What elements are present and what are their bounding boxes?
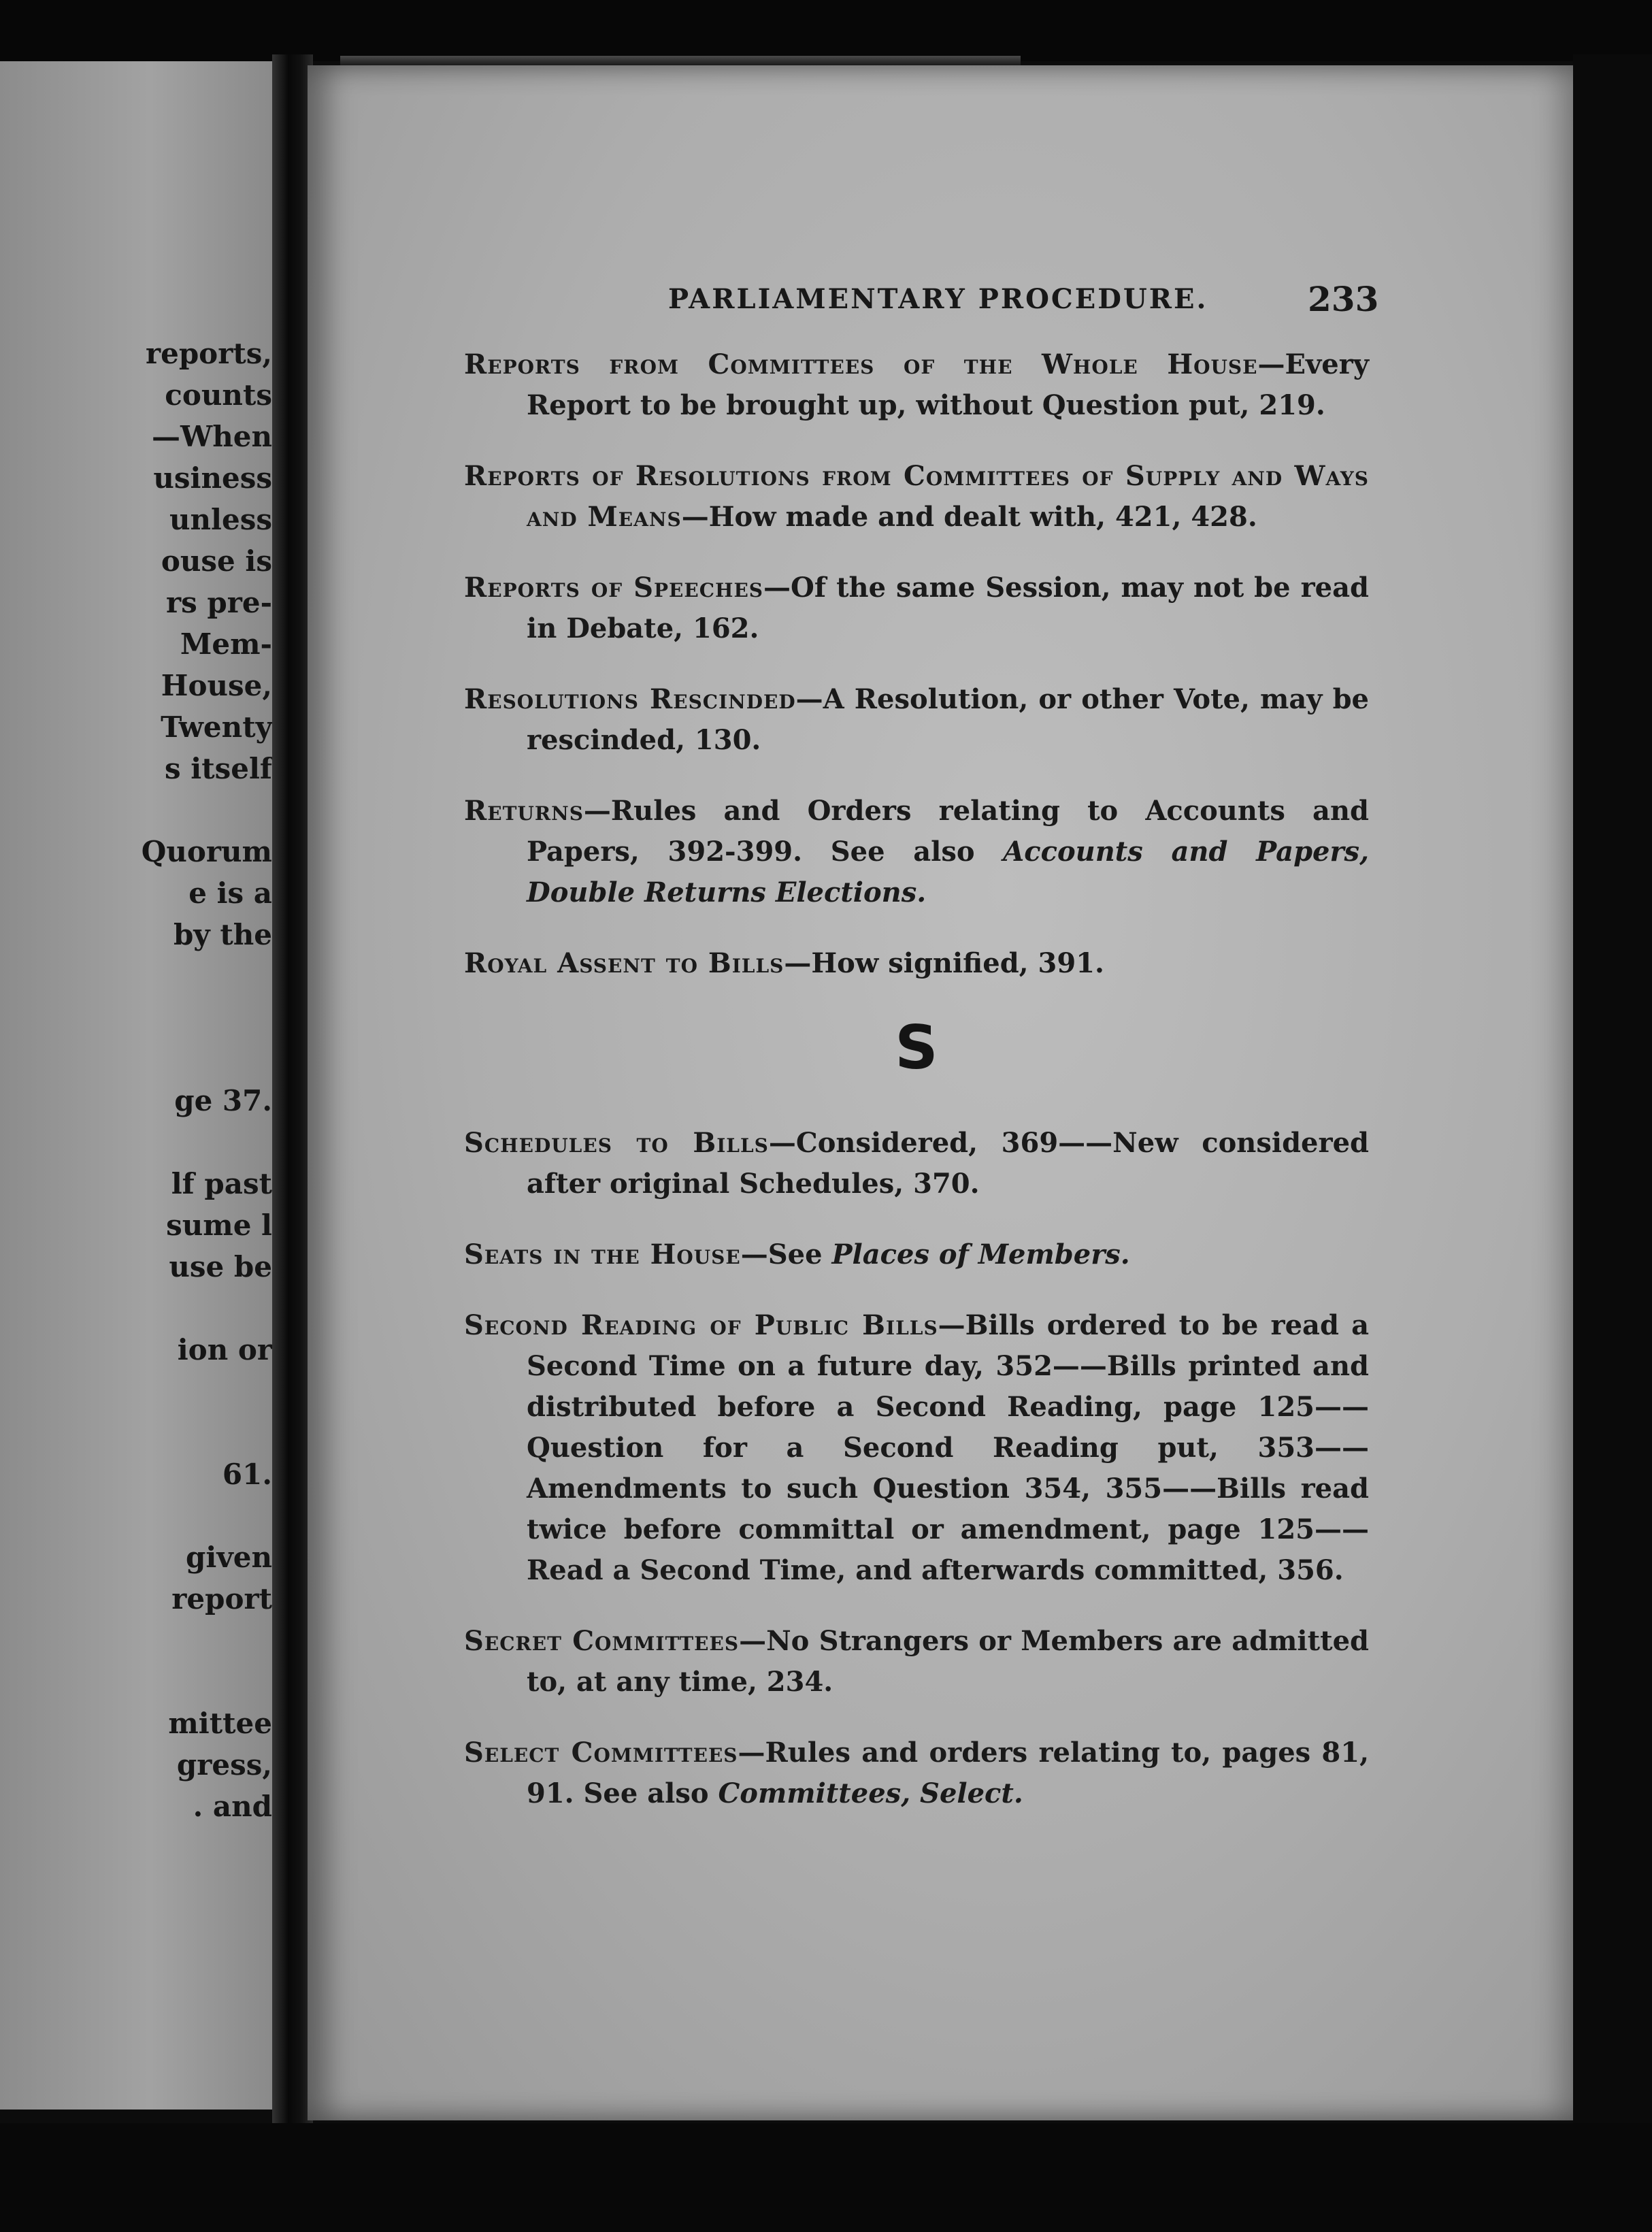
- entry-body: —Of the same Session, may not be read in Debate, 162.: [527, 572, 1369, 644]
- facing-page-text-fragment: counts: [165, 378, 272, 412]
- index-entry: [464, 1621, 1369, 1703]
- entry-body: —How signified, 391.: [784, 947, 1104, 979]
- entry-term: Secret Committees: [464, 1625, 740, 1657]
- entry-body: —How made and dealt with, 421, 428.: [681, 501, 1257, 533]
- entry-body: —Considered, 369——New considered after original Schedules, 370.: [527, 1127, 1369, 1200]
- entry-term: Reports of Speeches: [464, 572, 764, 604]
- facing-page-text-fragment: . and: [193, 1790, 272, 1823]
- entry-cross-reference: Committees, Select.: [718, 1777, 1023, 1809]
- entry-term: Schedules to Bills: [464, 1127, 769, 1159]
- facing-page-text-fragment: gress,: [176, 1748, 272, 1782]
- facing-page-text-fragment: s itself: [164, 752, 272, 785]
- facing-page-text-fragment: usiness: [153, 461, 272, 495]
- page-header: [308, 279, 1573, 338]
- facing-page-text-fragment: Quorum: [141, 835, 272, 868]
- page-number: 233: [1308, 279, 1379, 319]
- scan-right-border: [1573, 54, 1652, 2164]
- facing-page-text-fragment: Mem-: [180, 627, 272, 661]
- facing-page-text-fragment: mittee: [168, 1707, 272, 1740]
- entry-term: Reports of Resolutions from Committees of Supply and Ways and Means: [464, 460, 1369, 533]
- index-entry: [464, 1234, 1369, 1275]
- entry-term: Resolutions Rescinded: [464, 683, 796, 715]
- entry-cross-reference: Places of Members.: [831, 1238, 1130, 1270]
- index-entry: [464, 1123, 1369, 1204]
- index-entry: [464, 1733, 1369, 1814]
- facing-page-text-fragment: given: [186, 1541, 272, 1574]
- facing-page-text-fragment: by the: [173, 918, 272, 951]
- entry-term: Second Reading of Public Bills: [464, 1309, 938, 1341]
- book-page: [308, 65, 1573, 2120]
- entry-cross-reference: Accounts and Papers, Double Returns Elections.: [527, 836, 1369, 908]
- facing-page-text-fragment: Twenty: [161, 710, 272, 744]
- section-letter: S: [895, 1013, 938, 1083]
- index-entries: [464, 344, 1369, 1844]
- entry-term: Select Committees: [464, 1737, 738, 1769]
- entry-term: Reports from Committees of the Whole House: [464, 348, 1258, 380]
- running-head: PARLIAMENTARY PROCEDURE.: [668, 283, 1208, 315]
- facing-page-text-fragment: ion or: [177, 1333, 272, 1366]
- entry-term: Returns: [464, 795, 584, 827]
- index-entry: [464, 943, 1369, 984]
- entry-body: —No Strangers or Members are admitted to, at any time, 234.: [527, 1625, 1369, 1698]
- entry-term: Royal Assent to Bills: [464, 947, 784, 979]
- facing-page-text-fragment: report: [171, 1582, 272, 1615]
- facing-page-text-fragment: 61.: [222, 1458, 272, 1491]
- entry-body: —Rules and orders relating to, pages 81, 91. See also: [527, 1737, 1369, 1809]
- scan-top-rule: [340, 56, 1021, 65]
- index-entry: [464, 679, 1369, 761]
- facing-page-text-fragment: e is a: [188, 876, 272, 910]
- entry-body: —A Resolution, or other Vote, may be rescinded, 130.: [527, 683, 1369, 756]
- entry-term: Seats in the House: [464, 1238, 741, 1270]
- facing-page-text-fragment: House,: [161, 669, 272, 702]
- entry-body: —Rules and Orders relating to Accounts and Papers, 392-399. See also: [527, 795, 1369, 868]
- facing-page-text-fragment: —When: [152, 420, 272, 453]
- facing-page-text-fragment: reports,: [145, 337, 272, 370]
- book-gutter: [272, 54, 313, 2164]
- entry-body: —See: [740, 1238, 832, 1270]
- facing-page-text-fragment: ge 37.: [174, 1084, 272, 1117]
- index-entry: [464, 344, 1369, 426]
- index-entry: [464, 456, 1369, 538]
- facing-page-fragment: [0, 61, 272, 2110]
- facing-page-text-fragment: unless: [169, 503, 272, 536]
- index-entry: [464, 568, 1369, 649]
- index-entry: [464, 791, 1369, 913]
- facing-page-text-fragment: ouse is: [161, 544, 272, 578]
- facing-page-text-fragment: use be: [169, 1250, 272, 1283]
- entry-body: —Bills ordered to be read a Second Time on a future day, 352——Bills printed and distributed before a Second Reading, page 125——Question for a Second Reading put, 353——Amendments to such Question 354, 355——Bills read twice before committal or amendment, page 125——Read a Second Time, and afterwards committed, 356.: [527, 1309, 1370, 1586]
- facing-page-text-fragment: sume l: [166, 1209, 272, 1242]
- scan-top-border: [0, 0, 1652, 61]
- scan-bottom-border: [0, 2123, 1652, 2232]
- facing-page-text-fragment: lf past: [171, 1167, 272, 1200]
- entry-body: —Every Report to be brought up, without Question put, 219.: [527, 348, 1369, 421]
- index-entry: [464, 1305, 1369, 1591]
- facing-page-text-fragment: rs pre-: [165, 586, 272, 619]
